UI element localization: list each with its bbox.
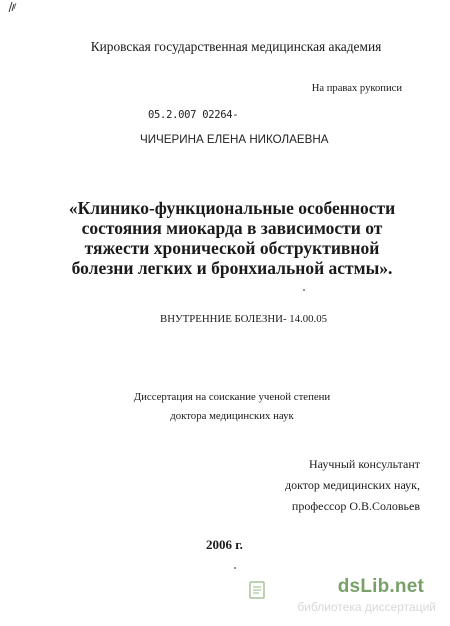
consultant-degree: доктор медицинских наук, [285, 478, 420, 492]
scan-marks [0, 0, 40, 40]
watermark [246, 577, 436, 617]
consultant-name: профессор О.В.Соловьев [291, 499, 420, 513]
degree-line: Диссертация на соискание ученой степени [133, 391, 331, 403]
year: 2006 г. [206, 537, 243, 552]
degree-line: доктора медицинских наук [170, 410, 294, 422]
watermark-tagline: библиотека диссертаций [297, 600, 436, 614]
title-line: состояния миокарда в зависимости от [81, 218, 383, 238]
title-line: болезни легких и бронхиальной астмы». [71, 258, 393, 278]
title-line: «Клинико-функциональные особенности [68, 198, 396, 218]
scientific-consultant [285, 454, 420, 517]
title-line: тяжести хронической обструктивной [84, 238, 380, 258]
institution-name: Кировская государственная медицинская академия [90, 39, 382, 54]
rights-note: На правах рукописи [311, 83, 402, 94]
dslib-logo-icon [248, 579, 270, 601]
dissertation-title [0, 198, 450, 278]
scan-speck [303, 289, 305, 291]
consultant-role: Научный консультант [309, 457, 420, 471]
degree-statement [0, 388, 450, 426]
watermark-brand: dsLib.net [337, 576, 424, 597]
author-name: ЧИЧЕРИНА ЕЛЕНА НИКОЛАЕВНА [140, 133, 329, 146]
specialty-code: ВНУТРЕННИЕ БОЛЕЗНИ- 14.00.05 [160, 313, 328, 325]
archive-stamp: 05.2.007 02264- [148, 109, 239, 121]
scan-speck [234, 567, 236, 569]
